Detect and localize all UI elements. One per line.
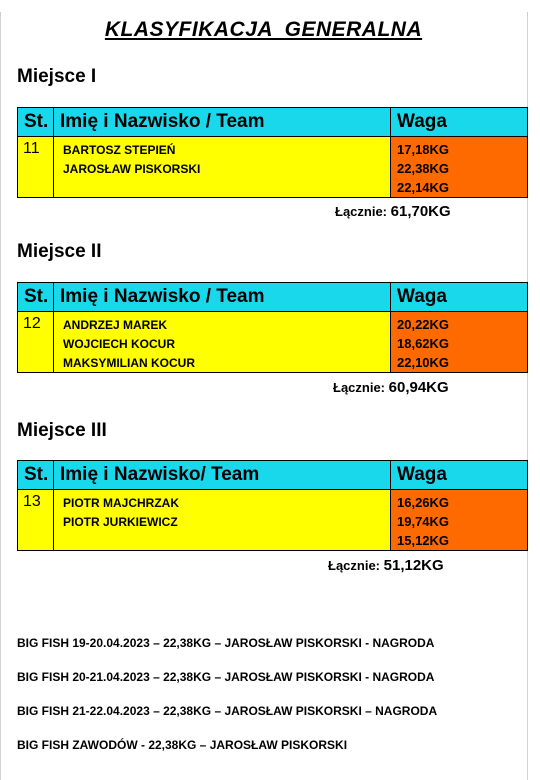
names-cell xyxy=(54,490,391,550)
total-value: 61,70KG xyxy=(390,203,451,220)
results-table-3 xyxy=(17,460,528,551)
names-cell xyxy=(54,137,391,197)
total-label: Łącznie: xyxy=(328,558,381,573)
stanowisko-cell: 13 xyxy=(18,490,54,550)
table-header-row xyxy=(18,461,527,490)
results-table-2 xyxy=(17,282,528,373)
stanowisko-cell: 11 xyxy=(18,137,54,197)
header-name: Imię i Nazwisko / Team xyxy=(54,283,391,311)
weights-cell xyxy=(391,490,527,550)
weight-value: 22,38KG xyxy=(397,161,450,176)
total-label: Łącznie: xyxy=(333,380,386,395)
total-value: 51,12KG xyxy=(383,557,444,574)
weight-value: 22,14KG xyxy=(397,180,450,195)
results-table-1 xyxy=(17,107,528,198)
weight-value: 18,62KG xyxy=(397,336,450,351)
place-heading-2: Miejsce II xyxy=(17,241,102,262)
page-title: KLASYFIKACJA GENERALNA xyxy=(104,18,423,41)
table-row xyxy=(18,490,527,550)
total-1 xyxy=(335,203,451,220)
weight-value: 15,12KG xyxy=(397,533,450,548)
page-left-border xyxy=(0,12,1,780)
total-2 xyxy=(333,379,449,396)
big-fish-line-3: BIG FISH 21-22.04.2023 – 22,38KG – JAROSŁAW PISKORSKI – NAGRODA xyxy=(17,704,438,718)
table-row xyxy=(18,312,527,372)
total-label: Łącznie: xyxy=(335,204,388,219)
header-st: St. xyxy=(18,461,54,489)
table-row xyxy=(18,137,527,197)
header-name: Imię i Nazwisko/ Team xyxy=(54,461,391,489)
angler-name: PIOTR JURKIEWICZ xyxy=(63,515,178,529)
weight-value: 17,18KG xyxy=(397,142,450,157)
header-st: St. xyxy=(18,108,54,136)
angler-name: ANDRZEJ MAREK xyxy=(63,318,168,332)
angler-name: PIOTR MAJCHRZAK xyxy=(63,496,179,510)
weights-cell xyxy=(391,137,527,197)
weights-cell xyxy=(391,312,527,372)
names-cell xyxy=(54,312,391,372)
weight-value: 16,26KG xyxy=(397,495,450,510)
angler-name: JAROSŁAW PISKORSKI xyxy=(63,162,201,176)
angler-name: MAKSYMILIAN KOCUR xyxy=(63,356,195,370)
header-weight: Waga xyxy=(397,464,447,485)
stanowisko-cell: 12 xyxy=(18,312,54,372)
header-weight: Waga xyxy=(397,111,447,132)
big-fish-line-4: BIG FISH ZAWODÓW - 22,38KG – JAROSŁAW PISKORSKI xyxy=(17,738,348,752)
place-heading-1: Miejsce I xyxy=(17,66,97,87)
header-weight: Waga xyxy=(397,286,447,307)
total-3 xyxy=(328,557,444,574)
angler-name: WOJCIECH KOCUR xyxy=(63,337,176,351)
place-heading-3: Miejsce III xyxy=(17,420,107,441)
total-value: 60,94KG xyxy=(388,379,449,396)
header-st: St. xyxy=(18,283,54,311)
weight-value: 19,74KG xyxy=(397,514,450,529)
weight-value: 20,22KG xyxy=(397,317,450,332)
table-header-row xyxy=(18,108,527,137)
table-header-row xyxy=(18,283,527,312)
big-fish-line-1: BIG FISH 19-20.04.2023 – 22,38KG – JAROSŁAW PISKORSKI - NAGRODA xyxy=(17,636,435,650)
header-name: Imię i Nazwisko / Team xyxy=(54,108,391,136)
angler-name: BARTOSZ STEPIEŃ xyxy=(63,143,176,157)
weight-value: 22,10KG xyxy=(397,355,450,370)
big-fish-line-2: BIG FISH 20-21.04.2023 – 22,38KG – JAROSŁAW PISKORSKI - NAGRODA xyxy=(17,670,435,684)
